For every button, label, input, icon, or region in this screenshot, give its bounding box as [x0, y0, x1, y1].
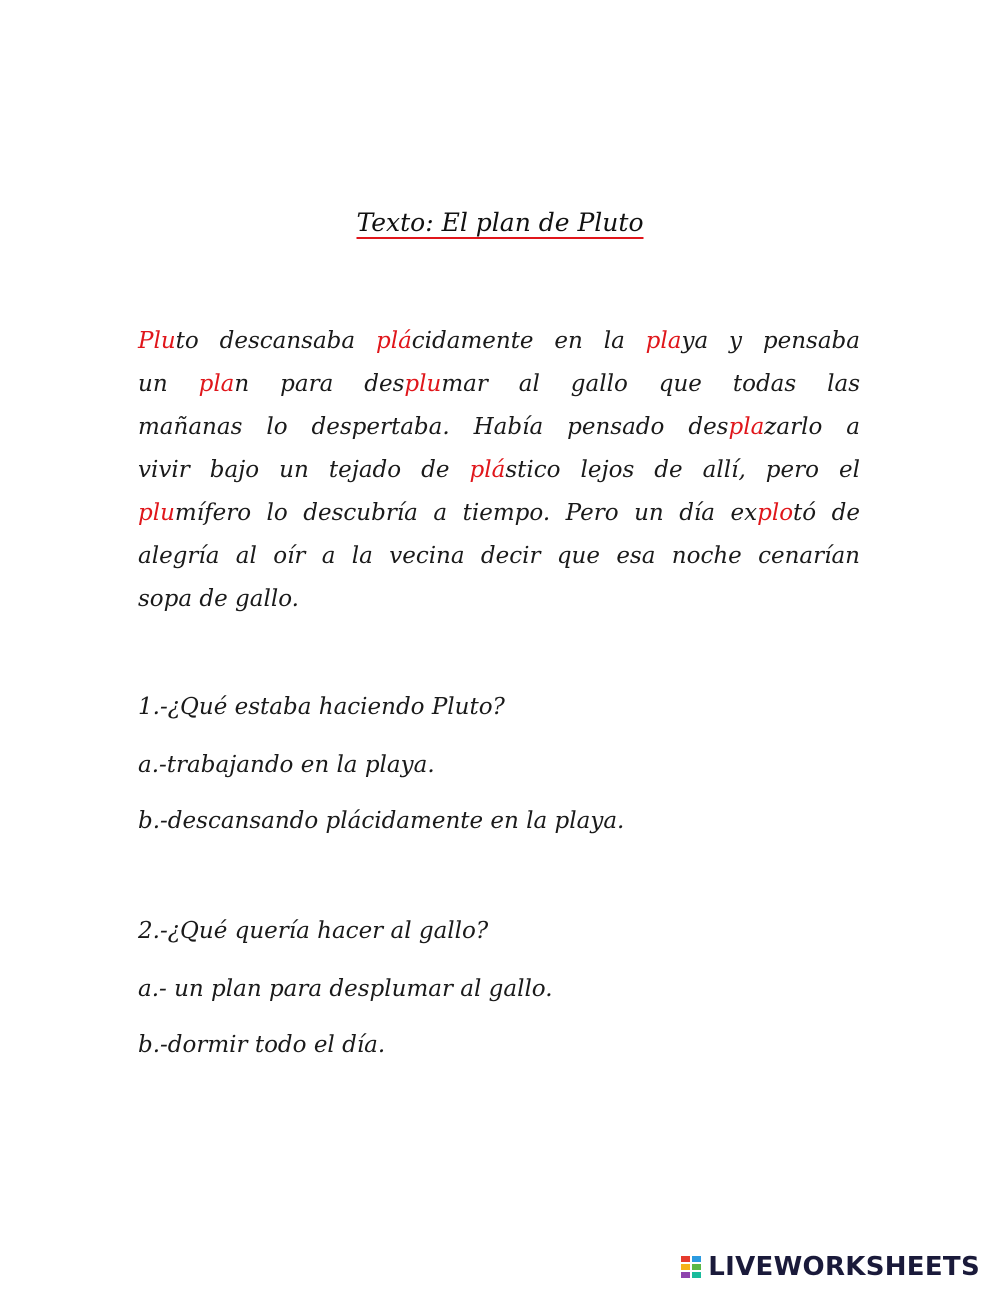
logo-block [691, 1255, 702, 1263]
question-1-option-a[interactable]: a.-trabajando en la playa. [138, 752, 435, 778]
liveworksheets-logo-icon [680, 1255, 702, 1279]
highlighted-syllable: plu [138, 500, 175, 526]
paragraph-text: mañanas lo despertaba. Había pensado des [138, 414, 729, 440]
paragraph-line [138, 406, 860, 449]
paragraph-line [138, 578, 860, 621]
logo-block [691, 1271, 702, 1279]
question-1-option-b[interactable]: b.-descansando plácidamente en la playa. [138, 808, 625, 834]
paragraph-text: tó de [793, 500, 860, 526]
logo-block [680, 1255, 691, 1263]
story-paragraph [138, 320, 860, 621]
logo-block [691, 1263, 702, 1271]
paragraph-text: vivir bajo un tejado de [138, 457, 470, 483]
highlighted-syllable: pla [728, 414, 765, 440]
paragraph-text: stico lejos de allí, pero el [505, 457, 860, 483]
logo-block [680, 1263, 691, 1271]
paragraph-text: ya y pensaba [681, 328, 860, 354]
page-title: Texto: El plan de Pluto [356, 208, 644, 237]
highlighted-syllable: plá [469, 457, 506, 483]
highlighted-syllable: Plu [138, 328, 176, 354]
paragraph-text: mífero lo descubría a tiempo. Pero un día ex [174, 500, 758, 526]
paragraph-text: alegría al oír a la vecina decir que esa noche cenarían [138, 543, 860, 569]
highlighted-syllable: plá [375, 328, 412, 354]
paragraph-text: cidamente en la [411, 328, 646, 354]
paragraph-text: zarlo a [764, 414, 860, 440]
highlighted-syllable: plu [404, 371, 442, 397]
paragraph-line [138, 492, 860, 535]
logo-block [680, 1271, 691, 1279]
paragraph-line [138, 535, 860, 578]
highlighted-syllable: plo [757, 500, 794, 526]
paragraph-line [138, 320, 860, 363]
highlighted-syllable: pla [645, 328, 682, 354]
paragraph-text: to descansaba [175, 328, 376, 354]
question-2-option-a[interactable]: a.- un plan para desplumar al gallo. [138, 976, 553, 1002]
paragraph-line [138, 363, 860, 406]
question-1: 1.-¿Qué estaba haciendo Pluto? [138, 694, 505, 720]
highlighted-syllable: pla [198, 371, 235, 397]
paragraph-text: sopa de gallo. [138, 586, 299, 612]
paragraph-line [138, 449, 860, 492]
paragraph-text: n para des [234, 371, 405, 397]
question-2: 2.-¿Qué quería hacer al gallo? [138, 918, 489, 944]
paragraph-text: mar al gallo que todas las [441, 371, 861, 397]
footer-brand [680, 1253, 980, 1281]
paragraph-text: un [138, 371, 199, 397]
brand-name: LIVEWORKSHEETS [708, 1252, 980, 1282]
question-2-option-b[interactable]: b.-dormir todo el día. [138, 1032, 386, 1058]
